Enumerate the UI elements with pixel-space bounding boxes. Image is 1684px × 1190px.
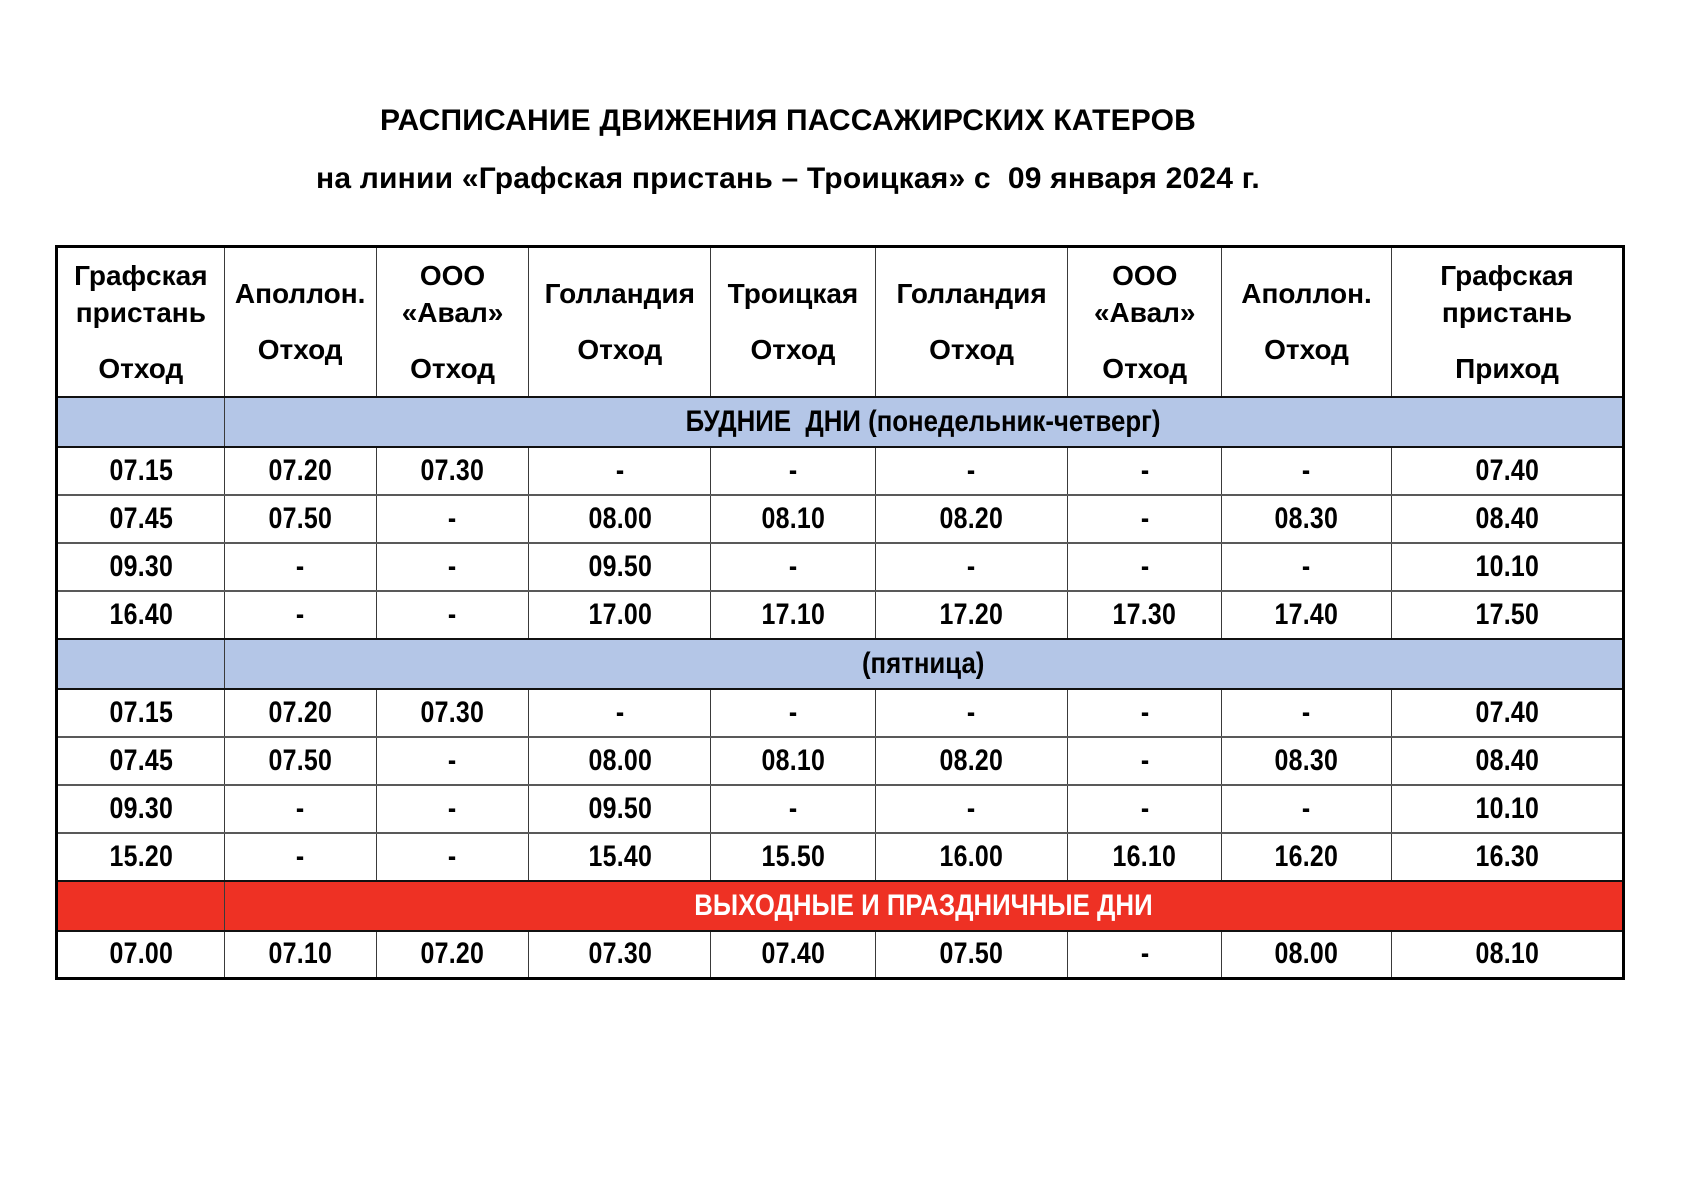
event-label: Отход bbox=[577, 334, 663, 366]
no-stop-dash: - bbox=[295, 839, 305, 873]
time-cell bbox=[1392, 785, 1624, 833]
no-stop-cell bbox=[711, 447, 876, 495]
no-stop-cell bbox=[1222, 543, 1392, 591]
time-value: 07.50 bbox=[268, 743, 332, 777]
no-stop-cell bbox=[711, 543, 876, 591]
time-cell bbox=[1392, 447, 1624, 495]
no-stop-cell bbox=[376, 495, 529, 543]
no-stop-dash: - bbox=[1302, 791, 1311, 825]
column-header-8 bbox=[1222, 247, 1392, 397]
no-stop-cell bbox=[529, 689, 711, 737]
time-cell bbox=[1068, 833, 1222, 881]
schedule-table bbox=[55, 245, 1625, 980]
time-cell bbox=[875, 833, 1068, 881]
time-value: 09.30 bbox=[109, 549, 173, 583]
no-stop-dash: - bbox=[788, 695, 798, 729]
time-cell bbox=[529, 833, 711, 881]
no-stop-cell bbox=[376, 785, 529, 833]
time-cell bbox=[1392, 689, 1624, 737]
no-stop-dash: - bbox=[448, 597, 457, 631]
time-cell bbox=[1392, 737, 1624, 785]
column-header-2 bbox=[224, 247, 376, 397]
column-header-content bbox=[1068, 257, 1221, 387]
no-stop-cell bbox=[224, 591, 376, 639]
section-header-row-2 bbox=[57, 639, 1624, 689]
no-stop-dash: - bbox=[295, 549, 305, 583]
no-stop-dash: - bbox=[967, 695, 976, 729]
station-name: ООО «Авал» bbox=[401, 259, 504, 328]
column-header-5 bbox=[711, 247, 876, 397]
time-value: 17.30 bbox=[1112, 597, 1177, 631]
time-cell bbox=[57, 833, 225, 881]
time-cell bbox=[1392, 591, 1624, 639]
time-value: 07.50 bbox=[268, 501, 332, 535]
column-header-content bbox=[58, 257, 224, 387]
time-cell bbox=[711, 737, 876, 785]
section-header-row-1 bbox=[57, 397, 1624, 447]
time-value: 08.10 bbox=[1475, 937, 1539, 971]
time-value: 08.30 bbox=[1274, 501, 1339, 535]
event-label: Отход bbox=[1102, 352, 1188, 384]
header-row bbox=[57, 247, 1624, 397]
time-cell bbox=[224, 931, 376, 979]
event-label: Отход bbox=[750, 334, 836, 366]
time-cell bbox=[224, 737, 376, 785]
time-cell bbox=[224, 447, 376, 495]
time-cell bbox=[1222, 833, 1392, 881]
no-stop-dash: - bbox=[295, 791, 305, 825]
time-value: 07.40 bbox=[761, 937, 825, 971]
no-stop-dash: - bbox=[448, 549, 457, 583]
time-value: 08.20 bbox=[939, 743, 1004, 777]
section-spacer-cell bbox=[57, 881, 225, 931]
time-value: 07.30 bbox=[420, 453, 485, 487]
time-cell bbox=[711, 931, 876, 979]
time-cell bbox=[224, 495, 376, 543]
no-stop-dash: - bbox=[967, 791, 976, 825]
timetable-row bbox=[57, 689, 1624, 737]
time-value: 17.20 bbox=[939, 597, 1004, 631]
station-name: Голландия bbox=[896, 278, 1047, 310]
time-cell bbox=[1222, 591, 1392, 639]
no-stop-cell bbox=[1068, 785, 1222, 833]
column-header-content bbox=[876, 275, 1068, 368]
no-stop-dash: - bbox=[615, 453, 625, 487]
timetable-row bbox=[57, 495, 1624, 543]
time-value: 07.20 bbox=[268, 453, 332, 487]
no-stop-dash: - bbox=[448, 501, 457, 535]
column-header-1 bbox=[57, 247, 225, 397]
timetable-row bbox=[57, 737, 1624, 785]
time-value: 08.00 bbox=[1274, 937, 1339, 971]
time-value: 16.10 bbox=[1112, 839, 1177, 873]
no-stop-cell bbox=[1222, 785, 1392, 833]
column-header-content bbox=[1392, 257, 1622, 387]
no-stop-dash: - bbox=[1302, 695, 1311, 729]
no-stop-dash: - bbox=[788, 549, 798, 583]
section-label: БУДНИЕ ДНИ (понедельник-четверг) bbox=[685, 404, 1161, 438]
no-stop-dash: - bbox=[295, 597, 305, 631]
no-stop-cell bbox=[376, 833, 529, 881]
column-header-6 bbox=[875, 247, 1068, 397]
time-value: 07.40 bbox=[1475, 453, 1539, 487]
column-header-7 bbox=[1068, 247, 1222, 397]
no-stop-cell bbox=[1068, 543, 1222, 591]
no-stop-cell bbox=[1068, 495, 1222, 543]
station-name: ООО «Авал» bbox=[1093, 259, 1196, 328]
time-cell bbox=[57, 785, 225, 833]
event-label: Отход bbox=[929, 334, 1015, 366]
time-value: 17.00 bbox=[588, 597, 652, 631]
no-stop-cell bbox=[376, 591, 529, 639]
time-value: 07.20 bbox=[420, 937, 485, 971]
time-value: 07.20 bbox=[268, 695, 332, 729]
column-header-content bbox=[377, 257, 529, 387]
section-header-row-3 bbox=[57, 881, 1624, 931]
time-value: 08.00 bbox=[588, 743, 652, 777]
page-title: РАСПИСАНИЕ ДВИЖЕНИЯ ПАССАЖИРСКИХ КАТЕРОВ bbox=[379, 104, 1197, 137]
time-value: 09.50 bbox=[588, 791, 652, 825]
time-value: 08.10 bbox=[761, 501, 825, 535]
time-cell bbox=[1392, 495, 1624, 543]
time-cell bbox=[1392, 833, 1624, 881]
section-label: ВЫХОДНЫЕ И ПРАЗДНИЧНЫЕ ДНИ bbox=[694, 888, 1153, 922]
no-stop-cell bbox=[1222, 447, 1392, 495]
time-cell bbox=[529, 931, 711, 979]
time-value: 16.40 bbox=[109, 597, 173, 631]
table-body bbox=[57, 397, 1624, 979]
no-stop-cell bbox=[1222, 689, 1392, 737]
time-value: 07.45 bbox=[109, 501, 173, 535]
section-spacer-cell bbox=[57, 397, 225, 447]
time-cell bbox=[376, 689, 529, 737]
no-stop-cell bbox=[224, 833, 376, 881]
time-cell bbox=[57, 591, 225, 639]
section-spacer-cell bbox=[57, 639, 225, 689]
no-stop-cell bbox=[1068, 737, 1222, 785]
no-stop-dash: - bbox=[1140, 743, 1149, 777]
time-value: 16.20 bbox=[1274, 839, 1339, 873]
no-stop-dash: - bbox=[1302, 453, 1311, 487]
time-cell bbox=[529, 737, 711, 785]
time-cell bbox=[1068, 591, 1222, 639]
time-value: 10.10 bbox=[1475, 549, 1539, 583]
no-stop-dash: - bbox=[448, 743, 457, 777]
no-stop-cell bbox=[1068, 447, 1222, 495]
no-stop-dash: - bbox=[1140, 453, 1149, 487]
time-value: 07.45 bbox=[109, 743, 173, 777]
no-stop-dash: - bbox=[448, 839, 457, 873]
time-cell bbox=[529, 495, 711, 543]
time-cell bbox=[529, 785, 711, 833]
event-label: Отход bbox=[98, 352, 184, 384]
time-cell bbox=[711, 833, 876, 881]
column-header-9 bbox=[1392, 247, 1624, 397]
page-subtitle: на линии «Графская пристань – Троицкая» с 09 января 2024 г. bbox=[316, 162, 1260, 195]
column-header-content bbox=[225, 275, 376, 368]
time-cell bbox=[529, 591, 711, 639]
no-stop-cell bbox=[376, 543, 529, 591]
time-value: 17.50 bbox=[1475, 597, 1539, 631]
table-header bbox=[57, 247, 1624, 397]
no-stop-cell bbox=[875, 447, 1068, 495]
title-block bbox=[55, 0, 1521, 194]
time-value: 08.00 bbox=[588, 501, 652, 535]
time-value: 07.15 bbox=[109, 453, 173, 487]
time-cell bbox=[711, 495, 876, 543]
no-stop-cell bbox=[529, 447, 711, 495]
no-stop-dash: - bbox=[1302, 549, 1311, 583]
no-stop-dash: - bbox=[448, 791, 457, 825]
time-value: 08.40 bbox=[1475, 743, 1539, 777]
no-stop-cell bbox=[711, 689, 876, 737]
time-cell bbox=[57, 737, 225, 785]
column-header-3 bbox=[376, 247, 529, 397]
no-stop-dash: - bbox=[1140, 549, 1149, 583]
time-value: 10.10 bbox=[1475, 791, 1539, 825]
timetable-row bbox=[57, 785, 1624, 833]
time-value: 17.10 bbox=[761, 597, 825, 631]
time-value: 09.30 bbox=[109, 791, 173, 825]
station-name: Аполлон. bbox=[234, 278, 366, 310]
time-value: 08.10 bbox=[761, 743, 825, 777]
timetable-row bbox=[57, 543, 1624, 591]
time-cell bbox=[711, 591, 876, 639]
no-stop-dash: - bbox=[1140, 791, 1149, 825]
timetable-row bbox=[57, 591, 1624, 639]
time-cell bbox=[875, 931, 1068, 979]
event-label: Отход bbox=[257, 334, 343, 366]
time-value: 07.30 bbox=[420, 695, 485, 729]
time-cell bbox=[57, 447, 225, 495]
column-header-content bbox=[711, 275, 875, 368]
time-value: 17.40 bbox=[1274, 597, 1339, 631]
no-stop-cell bbox=[1068, 931, 1222, 979]
time-value: 07.15 bbox=[109, 695, 173, 729]
time-value: 09.50 bbox=[588, 549, 652, 583]
no-stop-dash: - bbox=[788, 453, 798, 487]
time-cell bbox=[1222, 737, 1392, 785]
time-value: 16.30 bbox=[1475, 839, 1539, 873]
section-label-cell bbox=[224, 397, 1623, 447]
no-stop-cell bbox=[711, 785, 876, 833]
time-cell bbox=[1222, 495, 1392, 543]
column-header-4 bbox=[529, 247, 711, 397]
time-cell bbox=[57, 543, 225, 591]
column-header-content bbox=[1222, 275, 1391, 368]
time-value: 07.30 bbox=[588, 937, 652, 971]
time-value: 07.40 bbox=[1475, 695, 1539, 729]
time-cell bbox=[57, 495, 225, 543]
time-value: 15.40 bbox=[588, 839, 652, 873]
time-cell bbox=[875, 495, 1068, 543]
no-stop-dash: - bbox=[967, 549, 976, 583]
time-cell bbox=[1392, 543, 1624, 591]
time-value: 16.00 bbox=[939, 839, 1004, 873]
time-cell bbox=[529, 543, 711, 591]
time-cell bbox=[875, 591, 1068, 639]
time-value: 15.50 bbox=[761, 839, 825, 873]
event-label: Отход bbox=[1264, 334, 1349, 366]
time-value: 07.50 bbox=[939, 937, 1004, 971]
no-stop-dash: - bbox=[967, 453, 976, 487]
no-stop-dash: - bbox=[615, 695, 625, 729]
event-label: Приход bbox=[1455, 352, 1559, 384]
time-value: 08.40 bbox=[1475, 501, 1539, 535]
station-name: Аполлон. bbox=[1241, 278, 1372, 310]
column-header-content bbox=[529, 275, 710, 368]
time-cell bbox=[1392, 931, 1624, 979]
no-stop-cell bbox=[875, 689, 1068, 737]
time-cell bbox=[1222, 931, 1392, 979]
timetable-row bbox=[57, 447, 1624, 495]
time-value: 08.20 bbox=[939, 501, 1004, 535]
time-cell bbox=[224, 689, 376, 737]
timetable-row bbox=[57, 833, 1624, 881]
no-stop-cell bbox=[875, 543, 1068, 591]
no-stop-cell bbox=[1068, 689, 1222, 737]
time-value: 08.30 bbox=[1274, 743, 1339, 777]
time-value: 07.10 bbox=[268, 937, 332, 971]
no-stop-dash: - bbox=[1140, 501, 1149, 535]
time-cell bbox=[875, 737, 1068, 785]
time-value: 07.00 bbox=[109, 937, 173, 971]
no-stop-dash: - bbox=[788, 791, 798, 825]
section-label: (пятница) bbox=[862, 646, 985, 680]
timetable-row bbox=[57, 931, 1624, 979]
station-name: Голландия bbox=[544, 278, 695, 310]
station-name: Троицкая bbox=[727, 278, 859, 310]
no-stop-cell bbox=[875, 785, 1068, 833]
time-cell bbox=[57, 689, 225, 737]
time-cell bbox=[376, 447, 529, 495]
section-label-cell bbox=[224, 639, 1623, 689]
time-cell bbox=[57, 931, 225, 979]
section-label-cell bbox=[224, 881, 1623, 931]
station-name: Графская пристань bbox=[1440, 259, 1574, 328]
no-stop-dash: - bbox=[1140, 695, 1149, 729]
no-stop-cell bbox=[376, 737, 529, 785]
no-stop-cell bbox=[224, 785, 376, 833]
station-name: Графская пристань bbox=[74, 259, 208, 328]
no-stop-dash: - bbox=[1140, 937, 1149, 971]
no-stop-cell bbox=[224, 543, 376, 591]
time-cell bbox=[376, 931, 529, 979]
event-label: Отход bbox=[410, 352, 495, 384]
time-value: 15.20 bbox=[109, 839, 173, 873]
